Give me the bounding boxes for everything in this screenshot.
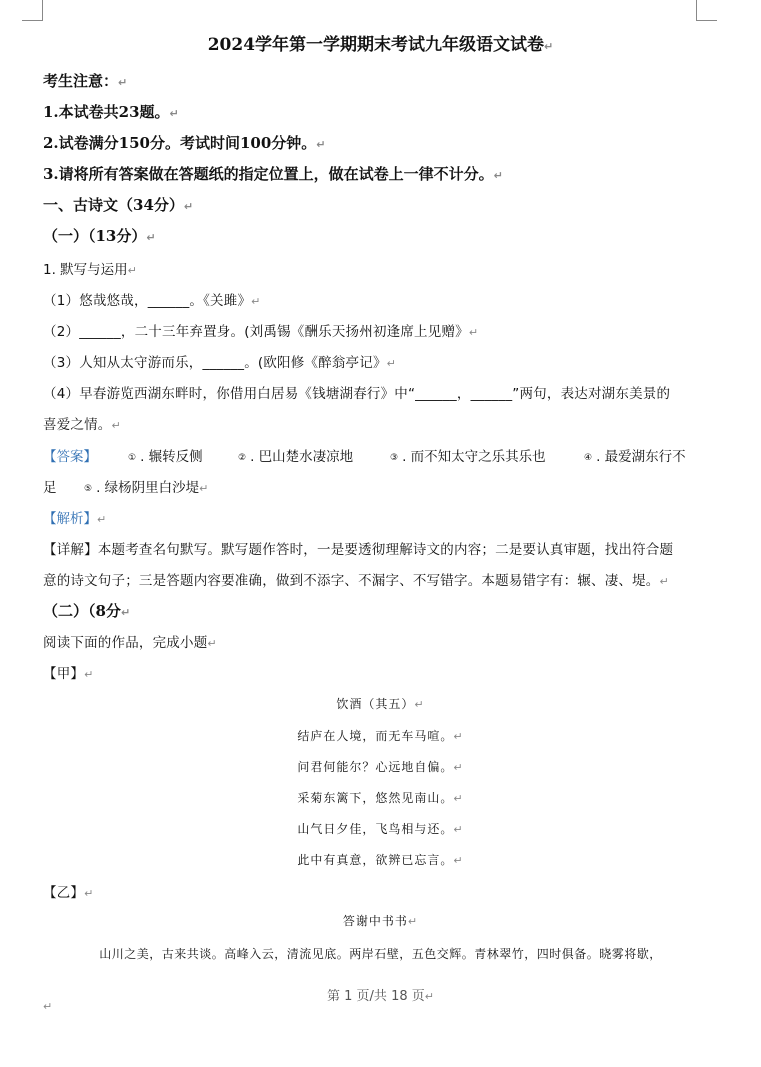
- page-title: 2024学年第一学期期末考试九年级语文试卷↵: [207, 35, 554, 55]
- question-1-title: 1. 默写与运用↵: [43, 262, 137, 278]
- question-1-item-2: （2）______，二十三年弃置身。(刘禹锡《酬乐天扬州初逢席上见赠》↵: [43, 324, 479, 340]
- analysis-tag: 【解析】↵: [43, 511, 107, 527]
- notice-item-3: 3.请将所有答案做在答题纸的指定位置上，做在试卷上一律不计分。↵: [43, 165, 503, 183]
- crop-mark-top-right: [696, 0, 717, 21]
- analysis-detail-line-1: 【详解】本题考查名句默写。默写题作答时，一是要透彻理解诗文的内容；二是要认真审题，找出符合题: [43, 542, 674, 558]
- prose-title: 答谢中书书↵: [342, 914, 419, 928]
- answer-item-2: ② . 巴山楚水凄凉地: [238, 449, 354, 465]
- answer-item-4: ④ . 最爱湖东行不: [584, 449, 686, 465]
- crop-mark-top-left: [22, 0, 43, 21]
- notice-item-1: 1.本试卷共23题。↵: [43, 103, 179, 121]
- answer-item-1: ① . 辗转反侧: [128, 449, 203, 465]
- poem-title: 饮酒（其五）↵: [336, 697, 425, 711]
- question-1-item-4-cont: 喜爱之情。↵: [43, 417, 121, 433]
- answer-item-5: ⑤ . 绿杨阴里白沙堤↵: [84, 480, 209, 496]
- poem-line-2: 问君何能尔？心远地自偏。↵: [297, 760, 464, 774]
- page-footer: 第 1 页/共 18 页↵: [327, 989, 434, 1004]
- answer-item-4-cont: 足: [43, 480, 57, 496]
- notice-heading: 考生注意：↵: [43, 72, 128, 90]
- notice-item-2: 2.试卷满分150分。考试时间100分钟。↵: [43, 134, 326, 152]
- trailing-paragraph-mark: ↵: [43, 1000, 53, 1013]
- part1-heading: （一）（13分）↵: [43, 227, 156, 245]
- answer-item-3: ③ . 而不知太守之乐其乐也: [390, 449, 546, 465]
- poem-line-4: 山气日夕佳，飞鸟相与还。↵: [297, 822, 464, 836]
- answer-tag: 【答案】: [43, 449, 97, 465]
- question-1-item-4: （4）早春游览西湖东畔时，你借用白居易《钱塘湖春行》中“______，______”两句，表达对湖东美景的: [43, 386, 671, 402]
- prose-line-1: 山川之美，古来共谈。高峰入云，清流见底。两岸石壁，五色交辉。青林翠竹，四时俱备。晓雾将歇，: [99, 947, 662, 961]
- poem-line-3: 采菊东篱下，悠然见南山。↵: [297, 791, 464, 805]
- reading-instruction: 阅读下面的作品，完成小题↵: [43, 635, 217, 651]
- question-1-item-3: （3）人知从太守游而乐，______。(欧阳修《醉翁亭记》↵: [43, 355, 397, 371]
- analysis-detail-line-2: 意的诗文句子；三是答题内容要准确，做到不添字、不漏字、不写错字。本题易错字有：辗、凄、堤。↵: [43, 573, 669, 589]
- poem-line-5: 此中有真意，欲辨已忘言。↵: [297, 853, 464, 867]
- poem-line-1: 结庐在人境，而无车马喧。↵: [297, 729, 464, 743]
- label-yi: 【乙】↵: [43, 885, 94, 901]
- label-jia: 【甲】↵: [43, 666, 94, 682]
- section-heading: 一、古诗文（34分）↵: [43, 196, 194, 214]
- question-1-item-1: （1）悠哉悠哉，______。《关雎》↵: [43, 293, 261, 309]
- part2-heading: （二）（8分↵: [43, 602, 131, 620]
